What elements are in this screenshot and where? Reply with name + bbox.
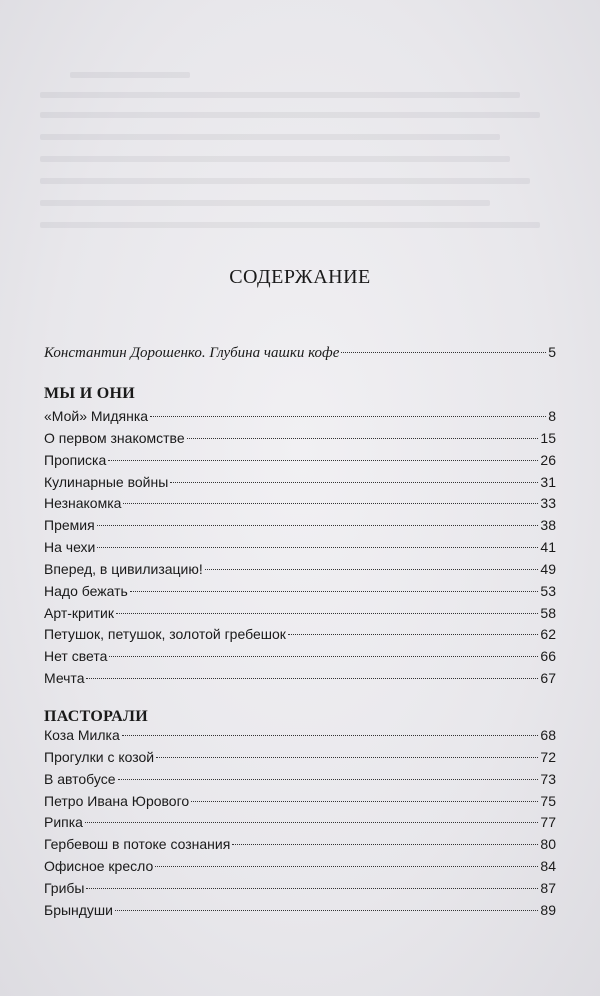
toc-entry-label: В автобусе bbox=[44, 770, 116, 787]
dot-leader bbox=[155, 866, 538, 867]
dot-leader bbox=[205, 569, 539, 570]
dot-leader bbox=[109, 656, 538, 657]
dot-leader bbox=[85, 822, 538, 823]
toc-entry-label: Незнакомка bbox=[44, 495, 122, 512]
toc-entry[interactable] bbox=[44, 834, 556, 856]
toc-entry[interactable] bbox=[44, 493, 556, 515]
dot-leader bbox=[86, 678, 538, 679]
toc-entry[interactable] bbox=[44, 878, 556, 900]
toc-entry-label: Премия bbox=[44, 517, 95, 534]
toc-entry[interactable] bbox=[44, 791, 556, 813]
toc-entry-page: 72 bbox=[540, 748, 556, 765]
toc-entry-page: 67 bbox=[540, 670, 556, 687]
dot-leader bbox=[191, 801, 538, 802]
toc-entry-label: Коза Милка bbox=[44, 727, 120, 743]
toc-entry[interactable] bbox=[44, 856, 556, 878]
toc-list bbox=[44, 725, 556, 922]
toc-entry-label: Рипка bbox=[44, 814, 83, 831]
dot-leader bbox=[123, 503, 538, 504]
toc-entry-label: Гербевош в потоке сознания bbox=[44, 836, 231, 853]
toc-entry[interactable] bbox=[44, 515, 556, 537]
toc-entry[interactable] bbox=[44, 668, 556, 690]
toc-entry-label: Нет света bbox=[44, 648, 108, 665]
toc-entry-page: 49 bbox=[540, 560, 556, 577]
toc-entry-label: О первом знакомстве bbox=[44, 429, 185, 446]
toc-entry-page: 5 bbox=[548, 344, 556, 360]
toc-list bbox=[44, 406, 556, 690]
dot-leader bbox=[118, 779, 539, 780]
dot-leader bbox=[150, 416, 546, 417]
toc-entry[interactable] bbox=[44, 559, 556, 581]
toc-entry-label: Прогулки с козой bbox=[44, 748, 155, 765]
section-heading: МЫ И ОНИ bbox=[44, 385, 135, 402]
dot-leader bbox=[108, 460, 538, 461]
dot-leader bbox=[97, 547, 538, 548]
toc-entry-page: 66 bbox=[540, 648, 556, 665]
toc-entry[interactable] bbox=[44, 450, 556, 472]
toc-entry-label: На чехи bbox=[44, 539, 96, 556]
dot-leader bbox=[122, 735, 539, 736]
dot-leader bbox=[115, 910, 538, 911]
section-heading: ПАСТОРАЛИ bbox=[44, 708, 149, 725]
toc-entry-page: 8 bbox=[548, 408, 556, 424]
dot-leader bbox=[86, 888, 538, 889]
dot-leader bbox=[156, 757, 538, 758]
toc-entry-page: 73 bbox=[540, 770, 556, 787]
toc-entry-label: Кулинарные войны bbox=[44, 473, 169, 490]
toc-entry[interactable] bbox=[44, 747, 556, 769]
toc-entry-page: 62 bbox=[540, 626, 556, 643]
toc-entry-page: 33 bbox=[540, 495, 556, 512]
toc-entry-page: 68 bbox=[540, 727, 556, 743]
toc-entry[interactable] bbox=[44, 581, 556, 603]
toc-entry[interactable] bbox=[44, 428, 556, 450]
toc-entry[interactable] bbox=[44, 603, 556, 625]
toc-entry-page: 84 bbox=[540, 858, 556, 875]
toc-entry-page: 38 bbox=[540, 517, 556, 534]
toc-entry-page: 53 bbox=[540, 582, 556, 599]
toc-entry[interactable] bbox=[44, 624, 556, 646]
toc-entry-label: Брындуши bbox=[44, 901, 113, 918]
toc-entry-label: Арт-критик bbox=[44, 604, 114, 621]
toc-entry-label: Прописка bbox=[44, 451, 107, 468]
toc-entry-page: 41 bbox=[540, 539, 556, 556]
page-title: СОДЕРЖАНИЕ bbox=[229, 266, 371, 288]
toc-entry-page: 77 bbox=[540, 814, 556, 831]
toc-entry-label: «Мой» Мидянка bbox=[44, 408, 149, 424]
toc-entry-label: Петро Ивана Юрового bbox=[44, 792, 190, 809]
dot-leader bbox=[341, 352, 546, 353]
toc-entry[interactable] bbox=[44, 646, 556, 668]
toc-entry-label: Надо бежать bbox=[44, 582, 128, 599]
dot-leader bbox=[288, 634, 539, 635]
toc-entry-page: 15 bbox=[540, 429, 556, 446]
toc-entry[interactable] bbox=[44, 769, 556, 791]
toc-entry[interactable] bbox=[44, 900, 556, 922]
dot-leader bbox=[130, 591, 539, 592]
toc-entry-page: 58 bbox=[540, 604, 556, 621]
toc-entry-page: 87 bbox=[540, 879, 556, 896]
toc-entry-page: 89 bbox=[540, 901, 556, 918]
toc-entry-label: Вперед, в цивилизацию! bbox=[44, 560, 203, 577]
toc-entry[interactable] bbox=[44, 725, 556, 747]
dot-leader bbox=[187, 438, 539, 439]
dot-leader bbox=[97, 525, 539, 526]
toc-entry-page: 80 bbox=[540, 836, 556, 853]
toc-entry-page: 75 bbox=[540, 792, 556, 809]
dot-leader bbox=[170, 482, 538, 483]
dot-leader bbox=[232, 844, 538, 845]
toc-intro-entry[interactable] bbox=[44, 342, 556, 364]
toc-entry-label: Константин Дорошенко. Глубина чашки кофе bbox=[44, 345, 340, 361]
toc-entry-label: Офисное кресло bbox=[44, 858, 154, 875]
toc-entry-page: 31 bbox=[540, 473, 556, 490]
toc-entry-label: Петушок, петушок, золотой гребешок bbox=[44, 626, 286, 643]
dot-leader bbox=[116, 613, 538, 614]
toc-entry-label: Мечта bbox=[44, 670, 85, 687]
toc-entry[interactable] bbox=[44, 812, 556, 834]
toc-entry[interactable] bbox=[44, 406, 556, 428]
toc-entry[interactable] bbox=[44, 472, 556, 494]
toc-entry-label: Грибы bbox=[44, 879, 85, 896]
toc-entry-page: 26 bbox=[540, 451, 556, 468]
toc-entry[interactable] bbox=[44, 537, 556, 559]
